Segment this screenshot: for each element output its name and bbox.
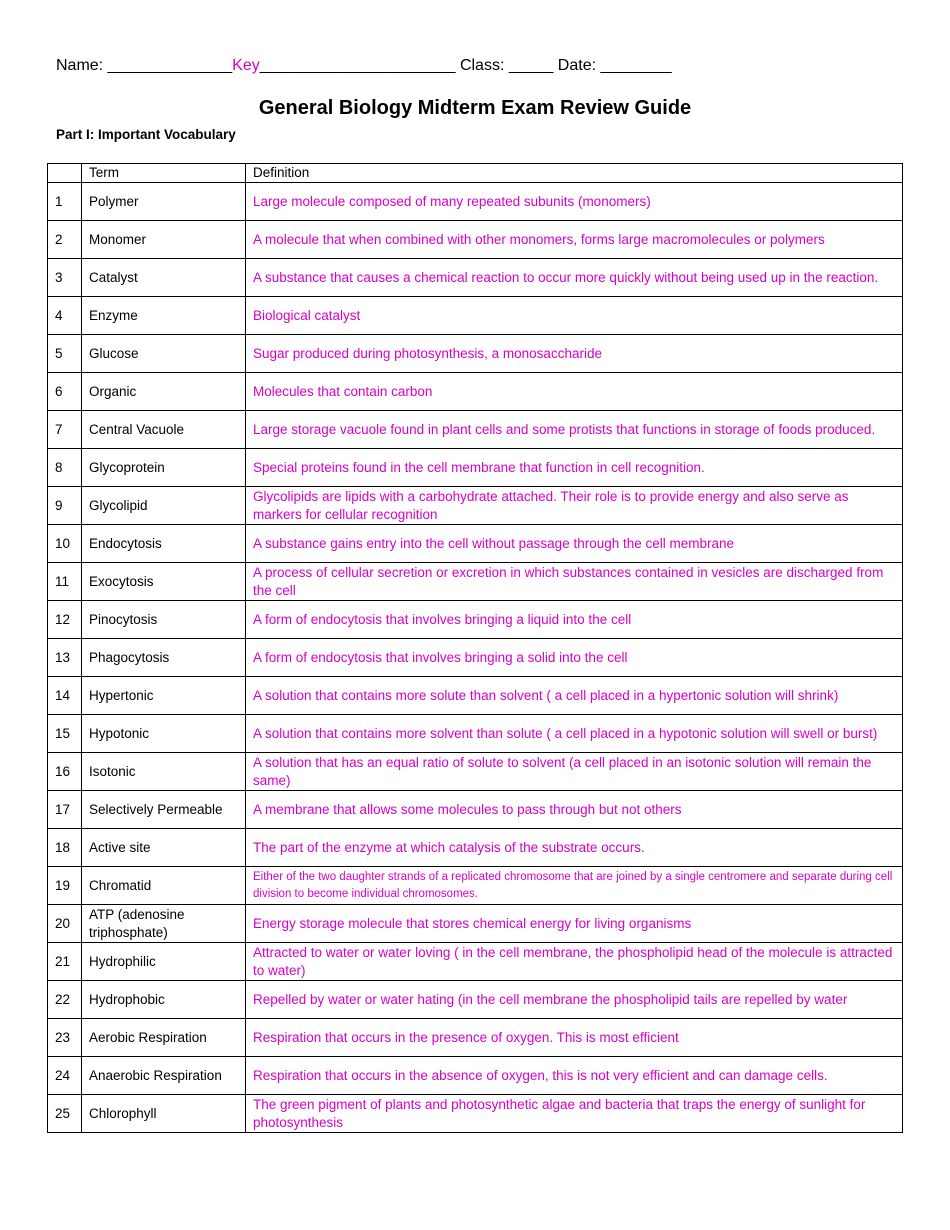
row-definition: Respiration that occurs in the presence of oxygen. This is most efficient xyxy=(246,1019,903,1057)
row-number: 1 xyxy=(48,183,82,221)
row-definition: A solution that contains more solvent than solute ( a cell placed in a hypotonic solution will swell or burst) xyxy=(246,715,903,753)
table-row xyxy=(48,753,903,791)
row-term: ATP (adenosine triphosphate) xyxy=(82,905,246,943)
row-term: Polymer xyxy=(82,183,246,221)
table-row xyxy=(48,449,903,487)
row-term: Glycolipid xyxy=(82,487,246,525)
table-row xyxy=(48,715,903,753)
row-term: Catalyst xyxy=(82,259,246,297)
table-row xyxy=(48,677,903,715)
row-term: Enzyme xyxy=(82,297,246,335)
row-definition: A process of cellular secretion or excretion in which substances contained in vesicles are discharged from the cell xyxy=(246,563,903,601)
table-row xyxy=(48,259,903,297)
row-number: 10 xyxy=(48,525,82,563)
table-row xyxy=(48,487,903,525)
row-term: Central Vacuole xyxy=(82,411,246,449)
table-row xyxy=(48,1095,903,1133)
table-row xyxy=(48,981,903,1019)
table-row xyxy=(48,601,903,639)
row-definition: A molecule that when combined with other monomers, forms large macromolecules or polymers xyxy=(246,221,903,259)
row-definition: Energy storage molecule that stores chemical energy for living organisms xyxy=(246,905,903,943)
row-definition: A form of endocytosis that involves bringing a solid into the cell xyxy=(246,639,903,677)
row-definition: A form of endocytosis that involves bringing a liquid into the cell xyxy=(246,601,903,639)
name-label: Name: xyxy=(56,57,108,74)
row-term: Organic xyxy=(82,373,246,411)
row-number: 8 xyxy=(48,449,82,487)
row-number: 20 xyxy=(48,905,82,943)
row-definition: Biological catalyst xyxy=(246,297,903,335)
row-definition: Glycolipids are lipids with a carbohydrate attached. Their role is to provide energy and also serve as markers for cellular recognition xyxy=(246,487,903,525)
table-row xyxy=(48,867,903,905)
row-term: Phagocytosis xyxy=(82,639,246,677)
row-term: Monomer xyxy=(82,221,246,259)
row-number: 15 xyxy=(48,715,82,753)
row-number: 16 xyxy=(48,753,82,791)
row-term: Endocytosis xyxy=(82,525,246,563)
row-term: Exocytosis xyxy=(82,563,246,601)
class-label: Class: _____ xyxy=(455,57,554,74)
row-term: Aerobic Respiration xyxy=(82,1019,246,1057)
row-definition: A solution that has an equal ratio of solute to solvent (a cell placed in an isotonic solution will remain the same) xyxy=(246,753,903,791)
row-number: 25 xyxy=(48,1095,82,1133)
header-line xyxy=(56,57,672,75)
row-definition: Sugar produced during photosynthesis, a monosaccharide xyxy=(246,335,903,373)
row-term: Chlorophyll xyxy=(82,1095,246,1133)
row-number: 12 xyxy=(48,601,82,639)
row-definition: Respiration that occurs in the absence of oxygen, this is not very efficient and can damage cells. xyxy=(246,1057,903,1095)
row-term: Hypertonic xyxy=(82,677,246,715)
table-row xyxy=(48,183,903,221)
row-number: 19 xyxy=(48,867,82,905)
date-label: Date: ________ xyxy=(553,57,672,74)
row-definition: Large molecule composed of many repeated subunits (monomers) xyxy=(246,183,903,221)
table-row xyxy=(48,563,903,601)
row-definition: A membrane that allows some molecules to pass through but not others xyxy=(246,791,903,829)
name-value: Key xyxy=(232,57,260,74)
row-number: 6 xyxy=(48,373,82,411)
table-row xyxy=(48,1019,903,1057)
table-row xyxy=(48,943,903,981)
table-row xyxy=(48,411,903,449)
row-term: Chromatid xyxy=(82,867,246,905)
row-term: Isotonic xyxy=(82,753,246,791)
page-title: General Biology Midterm Exam Review Guide xyxy=(258,97,692,119)
name-blank-before: ______________ xyxy=(107,57,233,74)
row-term: Hydrophobic xyxy=(82,981,246,1019)
row-number: 22 xyxy=(48,981,82,1019)
row-number: 23 xyxy=(48,1019,82,1057)
row-definition: Molecules that contain carbon xyxy=(246,373,903,411)
row-definition: Special proteins found in the cell membrane that function in cell recognition. xyxy=(246,449,903,487)
table-row xyxy=(48,221,903,259)
row-definition: Attracted to water or water loving ( in the cell membrane, the phospholipid head of the molecule is attracted to water) xyxy=(246,943,903,981)
table-row xyxy=(48,373,903,411)
row-number: 7 xyxy=(48,411,82,449)
row-number: 11 xyxy=(48,563,82,601)
table-row xyxy=(48,905,903,943)
table-row xyxy=(48,525,903,563)
row-number: 2 xyxy=(48,221,82,259)
row-term: Glycoprotein xyxy=(82,449,246,487)
row-definition: Large storage vacuole found in plant cells and some protists that functions in storage of foods produced. xyxy=(246,411,903,449)
row-number: 18 xyxy=(48,829,82,867)
row-term: Selectively Permeable xyxy=(82,791,246,829)
table-row xyxy=(48,791,903,829)
header-number xyxy=(48,164,82,183)
table-header-row xyxy=(48,164,903,183)
row-definition: A substance that causes a chemical reaction to occur more quickly without being used up in the reaction. xyxy=(246,259,903,297)
header-term: Term xyxy=(82,164,246,183)
section-heading: Part I: Important Vocabulary xyxy=(56,127,236,142)
row-number: 14 xyxy=(48,677,82,715)
row-term: Glucose xyxy=(82,335,246,373)
row-term: Anaerobic Respiration xyxy=(82,1057,246,1095)
name-blank-after: ______________________ xyxy=(259,57,456,74)
row-number: 5 xyxy=(48,335,82,373)
row-number: 4 xyxy=(48,297,82,335)
header-definition: Definition xyxy=(246,164,903,183)
table-row xyxy=(48,639,903,677)
row-number: 3 xyxy=(48,259,82,297)
row-definition: A solution that contains more solute than solvent ( a cell placed in a hypertonic solution will shrink) xyxy=(246,677,903,715)
row-number: 21 xyxy=(48,943,82,981)
table-row xyxy=(48,297,903,335)
row-term: Pinocytosis xyxy=(82,601,246,639)
row-term: Hypotonic xyxy=(82,715,246,753)
row-number: 9 xyxy=(48,487,82,525)
row-definition: The green pigment of plants and photosynthetic algae and bacteria that traps the energy of sunlight for photosynthesis xyxy=(246,1095,903,1133)
row-definition: The part of the enzyme at which catalysis of the substrate occurs. xyxy=(246,829,903,867)
table-row xyxy=(48,335,903,373)
table-row xyxy=(48,1057,903,1095)
vocabulary-table xyxy=(47,163,903,1133)
row-number: 24 xyxy=(48,1057,82,1095)
row-definition: Repelled by water or water hating (in the cell membrane the phospholipid tails are repelled by water xyxy=(246,981,903,1019)
row-number: 17 xyxy=(48,791,82,829)
row-term: Active site xyxy=(82,829,246,867)
row-number: 13 xyxy=(48,639,82,677)
row-term: Hydrophilic xyxy=(82,943,246,981)
row-definition: Either of the two daughter strands of a replicated chromosome that are joined by a single centromere and separate during cell division to become individual chromosomes. xyxy=(246,867,903,905)
table-row xyxy=(48,829,903,867)
row-definition: A substance gains entry into the cell without passage through the cell membrane xyxy=(246,525,903,563)
